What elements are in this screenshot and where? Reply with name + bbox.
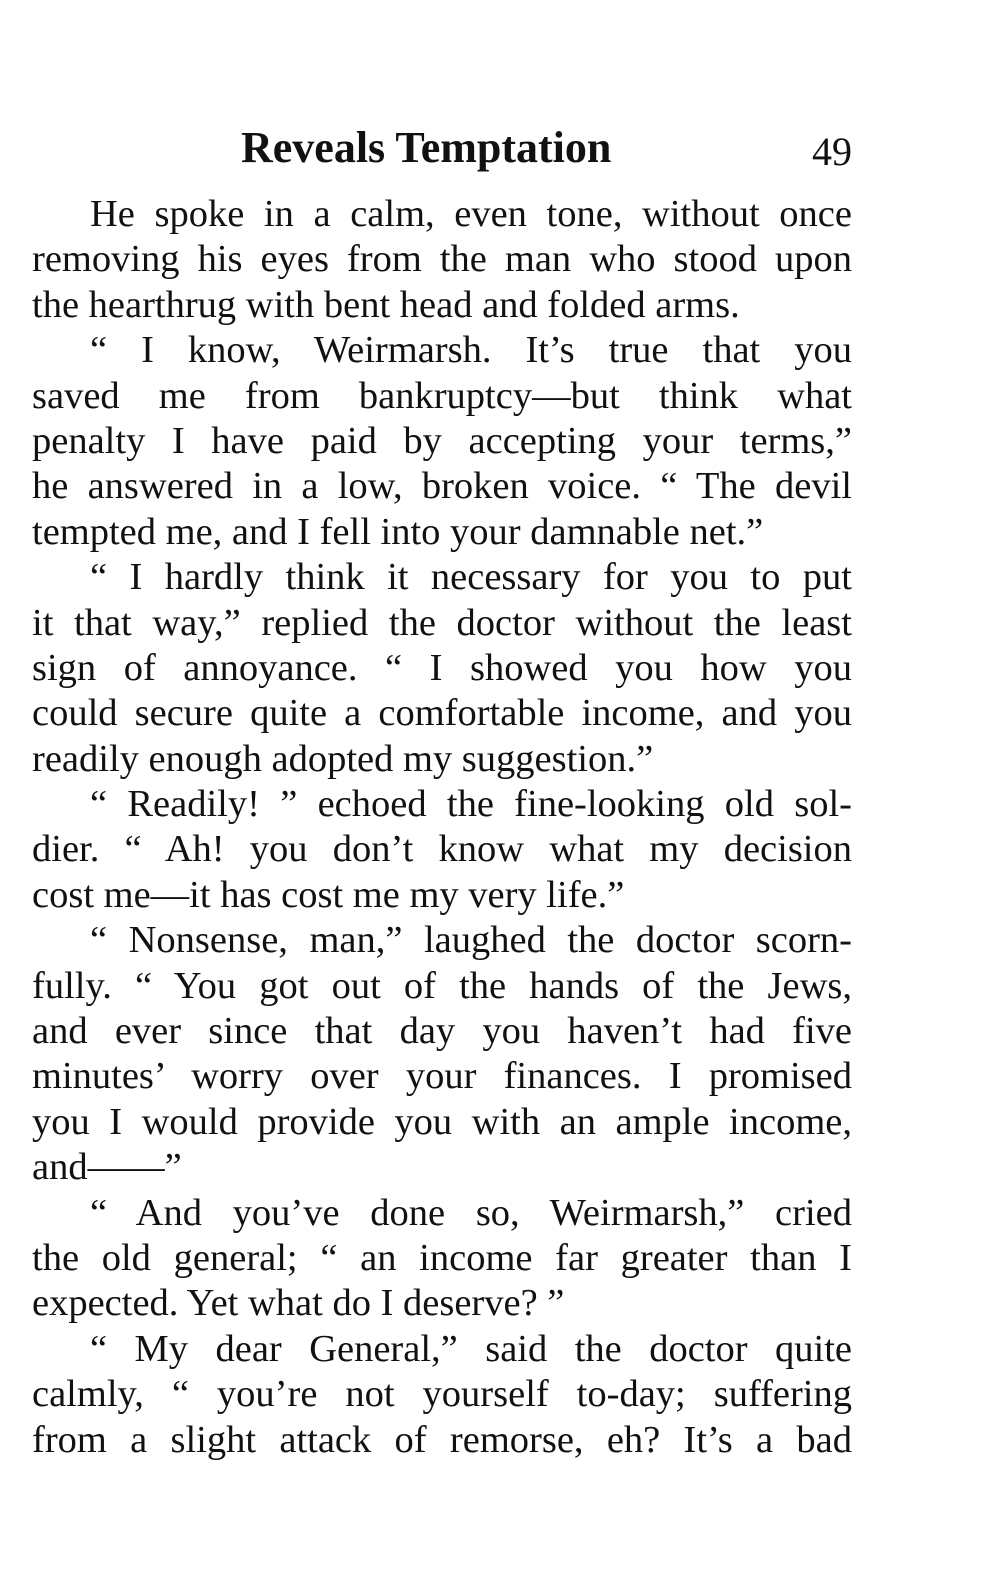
text-line: could secure quite a comfortable income, and you — [32, 692, 852, 735]
text-line: readily enough adopted my suggestion.” — [32, 737, 654, 780]
text-line: “ Nonsense, man,” laughed the doctor scorn- — [90, 919, 852, 962]
text-line: cost me—it has cost me my very life.” — [32, 873, 625, 916]
text-line: fully. “ You got out of the hands of the Jews, — [32, 964, 852, 1007]
text-line: dier. “ Ah! you don’t know what my decision — [32, 828, 852, 871]
text-line: from a slight attack of remorse, eh? It’s a bad — [32, 1418, 852, 1461]
text-line: saved me from bankruptcy—but think what — [32, 374, 852, 417]
body-text — [32, 192, 852, 1463]
running-title: Reveals Temptation — [241, 123, 612, 172]
text-line: He spoke in a calm, even tone, without once — [90, 193, 852, 235]
text-line: “ And you’ve done so, Weirmarsh,” cried — [90, 1191, 852, 1234]
text-line: the old general; “ an income far greater than I — [32, 1236, 852, 1279]
text-line: tempted me, and I fell into your damnable net.” — [32, 510, 764, 553]
text-line: “ Readily! ” echoed the fine-looking old sol- — [90, 783, 852, 826]
text-line: removing his eyes from the man who stood upon — [32, 238, 852, 281]
text-line: and ever since that day you haven’t had five — [32, 1010, 852, 1053]
text-line: “ My dear General,” said the doctor quite — [90, 1327, 852, 1370]
text-line: and——” — [32, 1146, 182, 1189]
text-line: you I would provide you with an ample income, — [32, 1100, 852, 1143]
text-line: he answered in a low, broken voice. “ The devil — [32, 465, 852, 508]
text-line: calmly, “ you’re not yourself to-day; suffering — [32, 1373, 852, 1416]
text-line: sign of annoyance. “ I showed you how you — [32, 646, 852, 689]
text-line: “ I know, Weirmarsh. It’s true that you — [90, 329, 852, 372]
text-line: it that way,” replied the doctor without the least — [32, 601, 852, 644]
text-line: minutes’ worry over your finances. I promised — [32, 1055, 852, 1098]
page-number: 49 — [812, 129, 852, 174]
text-line: penalty I have paid by accepting your terms,” — [32, 419, 852, 462]
text-line: expected. Yet what do I deserve? ” — [32, 1282, 565, 1325]
text-line: “ I hardly think it necessary for you to put — [90, 556, 852, 599]
text-line: the hearthrug with bent head and folded arms. — [32, 283, 740, 326]
